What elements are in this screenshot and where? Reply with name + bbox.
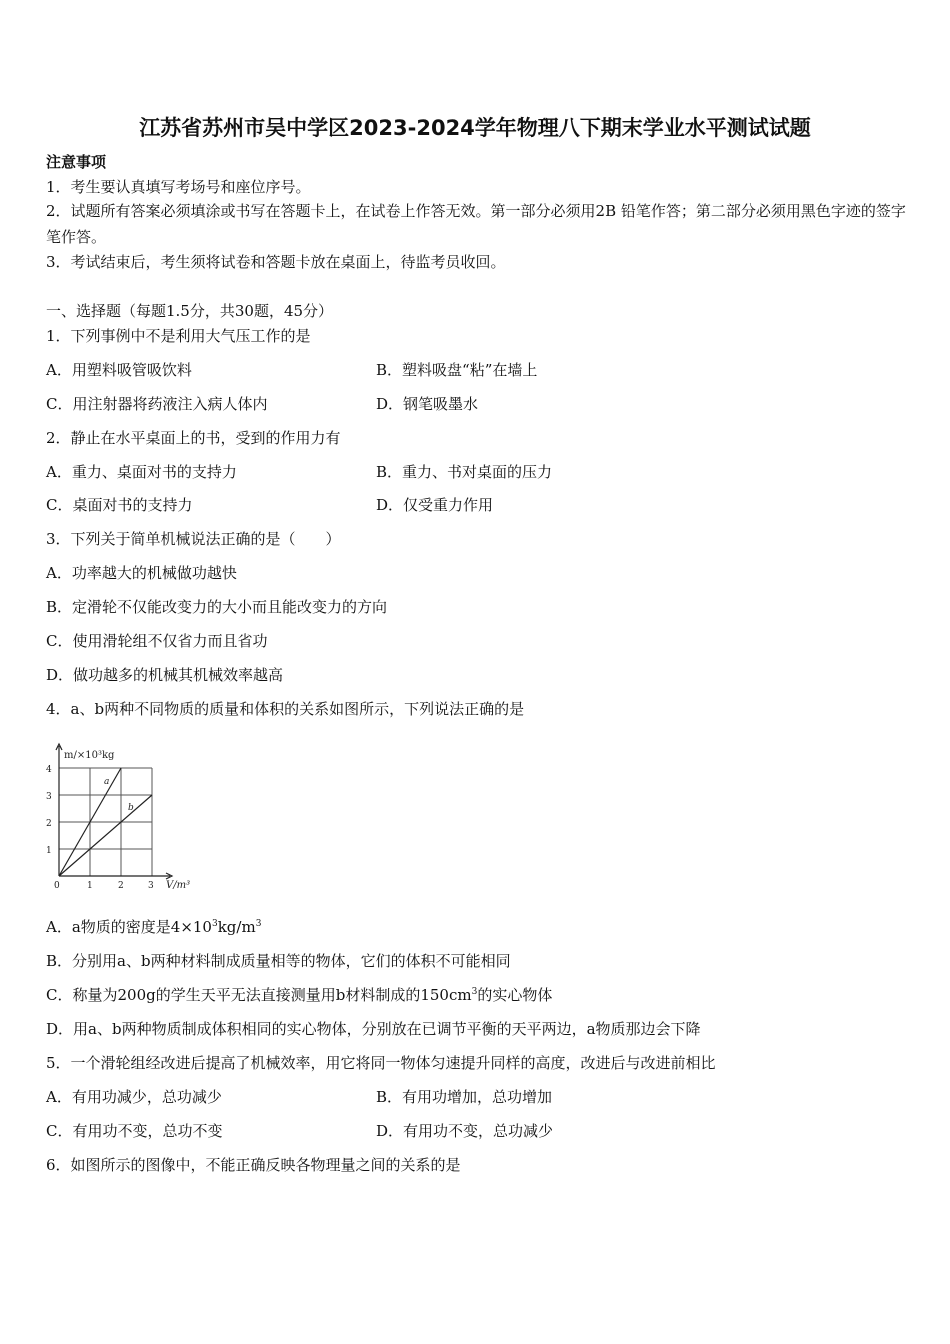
q1-option-c: C．用注射器将药液注入病人体内 [46,395,268,413]
q5-option-a: A．有用功减少，总功减少 [46,1088,222,1106]
notice-item-3: 3．考试结束后，考生须将试卷和答题卡放在桌面上，待监考员收回。 [46,253,506,271]
y-tick-2: 2 [46,819,52,829]
q3-stem: 3．下列关于简单机械说法正确的是（ ） [46,530,341,548]
q4-option-c: C．称量为200g的学生天平无法直接测量用b材料制成的$150cm^3$的实心物体 [46,986,553,1004]
q6-stem: 6．如图所示的图像中，不能正确反映各物理量之间的关系的是 [46,1156,461,1174]
page-title: 江苏省苏州市吴中学区2023-2024学年物理八下期末学业水平测试试题 [139,116,811,140]
mass-volume-graph [42,738,202,893]
y-axis-label: m/×10³kg [64,750,115,761]
q3-option-b: B．定滑轮不仅能改变力的大小而且能改变力的方向 [46,598,388,616]
q3-option-c: C．使用滑轮组不仅省力而且省功 [46,632,268,650]
line-b [59,795,152,876]
graph-axes [56,744,172,879]
q2-option-a: A．重力、桌面对书的支持力 [46,463,237,481]
q2-option-b: B．重力、书对桌面的压力 [376,463,553,481]
y-tick-4: 4 [46,765,52,775]
section-heading: 一、选择题（每题1.5分，共30题，45分） [46,302,334,320]
x-tick-1: 1 [87,881,93,891]
notice-heading: 注意事项 [46,153,107,171]
q1-option-b: B．塑料吸盘“粘”在墙上 [376,361,538,379]
x-axis-label: V/m³ [166,880,191,891]
q2-option-c: C．桌面对书的支持力 [46,496,193,514]
q5-option-c: C．有用功不变，总功不变 [46,1122,223,1140]
q5-option-d: D．有用功不变，总功减少 [376,1122,554,1140]
y-tick-3: 3 [46,792,52,802]
x-tick-0: 0 [54,881,60,891]
notice-item-2: 2．试题所有答案必须填涂或书写在答题卡上，在试卷上作答无效。第一部分必须用2B 铅笔作答；第二部分必须用黑色字迹的签字笔作答。 [46,202,906,246]
x-tick-2: 2 [118,881,124,891]
q5-option-b: B．有用功增加，总功增加 [376,1088,553,1106]
q3-option-a: A．功率越大的机械做功越快 [46,564,237,582]
x-tick-3: 3 [148,881,154,891]
line-a-label: a [104,777,110,787]
q4-stem: 4．a、b两种不同物质的质量和体积的关系如图所示，下列说法正确的是 [46,700,525,718]
line-b-label: b [128,803,134,813]
q3-option-d: D．做功越多的机械其机械效率越高 [46,666,284,684]
y-tick-1: 1 [46,846,52,856]
q1-option-d: D．钢笔吸墨水 [376,395,479,413]
q5-stem: 5．一个滑轮组经改进后提高了机械效率，用它将同一物体匀速提升同样的高度，改进后与改进前相比 [46,1054,716,1072]
q4-option-b: B．分别用a、b两种材料制成质量相等的物体，它们的体积不可能相同 [46,952,511,970]
q4-option-a: A．a物质的密度是$4\times 10^3kg/m^3$ [46,918,262,936]
q4-option-d: D．用a、b两种物质制成体积相同的实心物体，分别放在已调节平衡的天平两边，a物质那边会下降 [46,1020,701,1038]
q1-stem: 1．下列事例中不是利用大气压工作的是 [46,327,311,345]
q2-stem: 2．静止在水平桌面上的书，受到的作用力有 [46,429,341,447]
q1-option-a: A．用塑料吸管吸饮料 [46,361,192,379]
q2-option-d: D．仅受重力作用 [376,496,494,514]
notice-item-1: 1．考生要认真填写考场号和座位序号。 [46,178,311,196]
